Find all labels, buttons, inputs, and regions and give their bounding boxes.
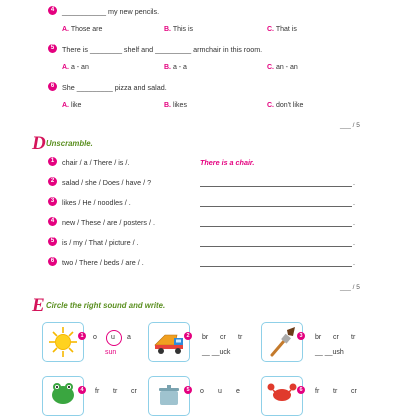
option-text: a - an: [69, 64, 89, 71]
word-blank[interactable]: __ __ush: [315, 349, 344, 356]
section-letter: E: [32, 295, 45, 316]
sound-option[interactable]: o: [200, 388, 204, 395]
question-stem: She _________ pizza and salad.: [62, 83, 167, 92]
option-letter: A.: [62, 26, 69, 33]
section-title: Unscramble.: [46, 139, 93, 148]
card-number: 5: [184, 386, 192, 394]
option-c[interactable]: [267, 64, 298, 71]
sound-option[interactable]: o: [93, 334, 97, 341]
sound-option[interactable]: tr: [351, 334, 356, 341]
option-letter: B.: [164, 26, 171, 33]
item-number: 2: [48, 177, 57, 186]
answer-line[interactable]: [200, 246, 352, 247]
card-number: 4: [78, 386, 86, 394]
sound-option[interactable]: e: [236, 388, 240, 395]
truck-icon: [149, 323, 189, 361]
section-letter: D: [32, 133, 46, 154]
sound-option[interactable]: br: [315, 334, 322, 341]
scrambled-words: new / These / are / posters / .: [62, 218, 155, 227]
option-letter: A.: [62, 64, 69, 71]
option-text: don't like: [274, 102, 304, 109]
score-box: ___ / 5: [340, 122, 360, 129]
picture-card: [148, 376, 190, 416]
score-box: ___ / 5: [340, 284, 360, 291]
scrambled-words: two / There / beds / are / .: [62, 258, 144, 267]
card-number: 1: [78, 332, 86, 340]
word-blank[interactable]: __ __uck: [202, 349, 231, 356]
card-number: 6: [297, 386, 305, 394]
sound-option[interactable]: br: [202, 334, 209, 341]
answer-line[interactable]: [200, 266, 352, 267]
item-number: 5: [48, 237, 57, 246]
sound-option[interactable]: fr: [95, 388, 100, 395]
section-title: Circle the right sound and write.: [46, 301, 166, 310]
option-b[interactable]: [164, 102, 187, 109]
card-number: 3: [297, 332, 305, 340]
sound-option[interactable]: tr: [333, 388, 338, 395]
item-number: 4: [48, 217, 57, 226]
option-letter: A.: [62, 102, 69, 109]
picture-card: [42, 322, 84, 362]
option-letter: C.: [267, 26, 274, 33]
option-a[interactable]: [62, 64, 89, 71]
option-text: This is: [171, 26, 194, 33]
sound-option[interactable]: fr: [315, 388, 320, 395]
sound-option[interactable]: cr: [131, 388, 137, 395]
option-c[interactable]: [267, 26, 297, 33]
answer-line[interactable]: [200, 226, 352, 227]
option-text: like: [69, 102, 82, 109]
answer-line[interactable]: [200, 186, 352, 187]
paintbrush-icon: [262, 323, 302, 361]
picture-card: [261, 376, 303, 416]
option-text: That is: [274, 26, 297, 33]
option-text: Those are: [69, 26, 103, 33]
sound-option[interactable]: u: [111, 334, 115, 341]
pot-icon: [149, 377, 189, 415]
option-letter: C.: [267, 102, 274, 109]
option-text: a - a: [171, 64, 187, 71]
option-b[interactable]: [164, 64, 187, 71]
question-number: 4: [48, 6, 57, 15]
item-number: 6: [48, 257, 57, 266]
crab-icon: [262, 377, 302, 415]
picture-card: [148, 322, 190, 362]
scrambled-words: likes / He / noodles / .: [62, 198, 131, 207]
sound-option[interactable]: tr: [113, 388, 118, 395]
question-stem: There is ________ shelf and _________ armchair in this room.: [62, 45, 263, 54]
sound-option[interactable]: tr: [238, 334, 243, 341]
option-letter: B.: [164, 64, 171, 71]
sun-icon: [43, 323, 83, 361]
sound-option[interactable]: cr: [333, 334, 339, 341]
question-stem: ___________ my new pencils.: [62, 7, 160, 16]
option-a[interactable]: [62, 102, 81, 109]
answer-circle: [106, 330, 122, 346]
period: .: [353, 238, 355, 247]
sound-option[interactable]: cr: [220, 334, 226, 341]
card-number: 2: [184, 332, 192, 340]
question-number: 6: [48, 82, 57, 91]
option-c[interactable]: [267, 102, 303, 109]
picture-card: [42, 376, 84, 416]
written-word: sun: [105, 349, 117, 356]
answer-line[interactable]: [200, 206, 352, 207]
option-text: an - an: [274, 64, 298, 71]
period: .: [353, 198, 355, 207]
option-a[interactable]: [62, 26, 102, 33]
item-number: 3: [48, 197, 57, 206]
sound-option[interactable]: cr: [351, 388, 357, 395]
sound-option[interactable]: u: [218, 388, 222, 395]
sound-option[interactable]: a: [127, 334, 131, 341]
option-letter: C.: [267, 64, 274, 71]
scrambled-words: is / my / That / picture / .: [62, 238, 139, 247]
period: .: [353, 178, 355, 187]
period: .: [353, 258, 355, 267]
scrambled-words: salad / she / Does / have / ?: [62, 178, 152, 187]
period: .: [353, 218, 355, 227]
scrambled-words: chair / a / There / is /.: [62, 158, 130, 167]
option-letter: B.: [164, 102, 171, 109]
picture-card: [261, 322, 303, 362]
frog-icon: [43, 377, 83, 415]
example-answer: There is a chair.: [200, 158, 255, 167]
option-text: likes: [171, 102, 187, 109]
option-b[interactable]: [164, 26, 193, 33]
item-number: 1: [48, 157, 57, 166]
question-number: 5: [48, 44, 57, 53]
